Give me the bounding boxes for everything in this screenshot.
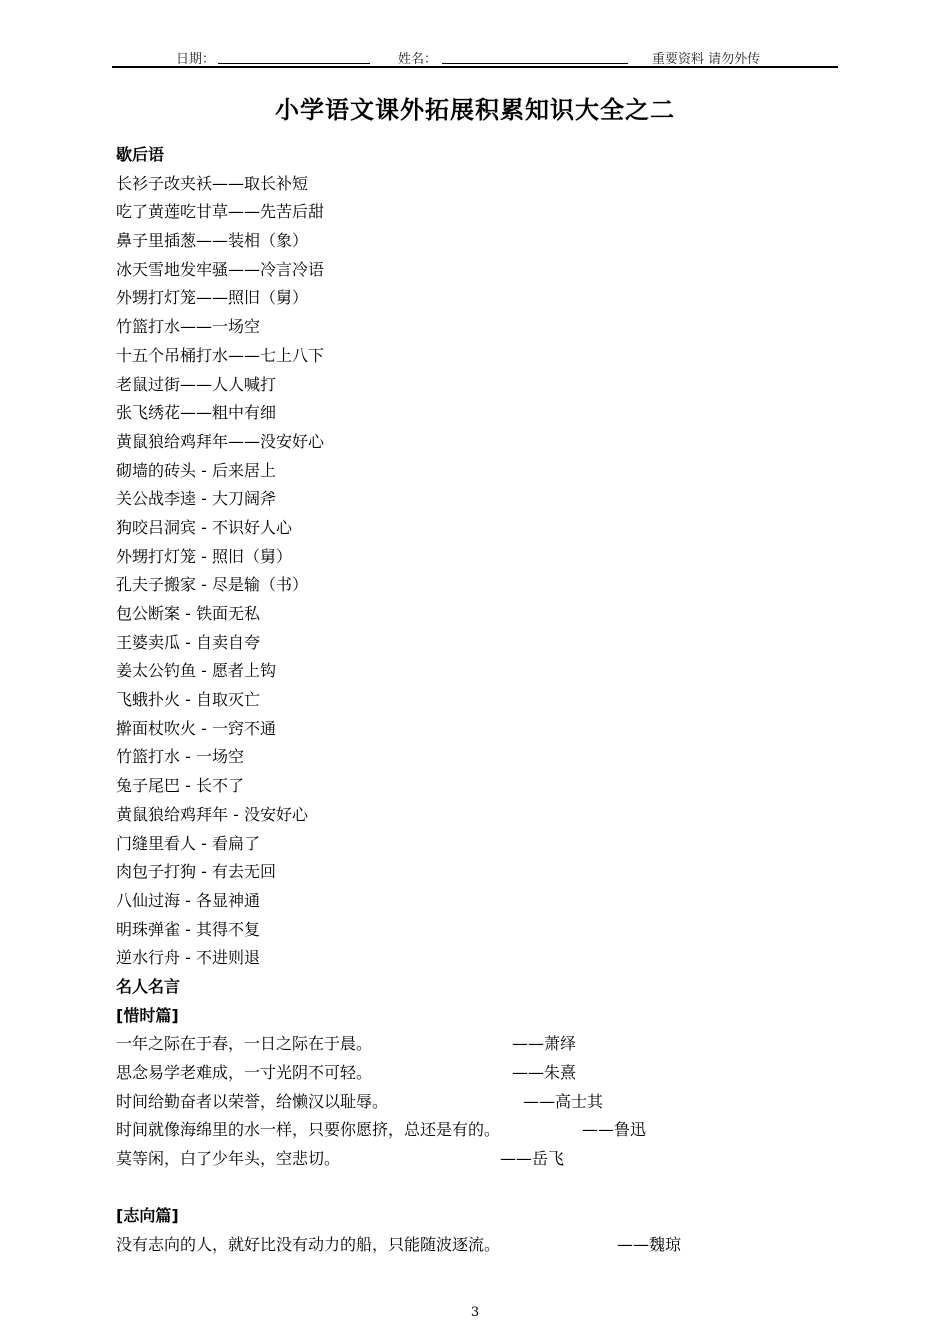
xiehouyu-item: 包公断案 - 铁面无私	[116, 604, 260, 623]
xishi-heading: [惜时篇]	[116, 1005, 179, 1025]
quote-text: 时间就像海绵里的水一样，只要你愿挤，总还是有的。	[116, 1120, 501, 1140]
xiehouyu-item: 八仙过海 - 各显神通	[116, 890, 260, 910]
xiehouyu-item: 飞蛾扑火 - 自取灭亡	[116, 690, 260, 710]
xishi-list	[116, 1030, 836, 1173]
quote-text: 思念易学老难成，一寸光阴不可轻。	[116, 1063, 373, 1082]
xiehouyu-item: 长衫子改夹袄——取长补短	[116, 173, 309, 193]
xiehouyu-item: 竹篮打水——一场空	[116, 317, 261, 337]
page-number: 3	[470, 1305, 480, 1320]
xiehouyu-item: 姜太公钓鱼 - 愿者上钩	[116, 661, 276, 681]
xiehouyu-item: 鼻子里插葱——装相（象）	[116, 231, 309, 251]
quote-author: ——岳飞	[500, 1149, 565, 1169]
xiehouyu-item: 王婆卖瓜 - 自卖自夸	[116, 632, 260, 652]
xiehouyu-item: 兔子尾巴 - 长不了	[116, 776, 244, 796]
xiehouyu-item: 张飞绣花——粗中有细	[116, 403, 277, 423]
document-body	[116, 141, 836, 1260]
xiehouyu-list	[116, 170, 836, 973]
xiehouyu-item: 门缝里看人 - 看扁了	[116, 833, 260, 853]
quote-text: 时间给勤奋者以荣誉，给懒汉以耻辱。	[116, 1091, 389, 1111]
quote-text: 没有志向的人，就好比没有动力的船，只能随波逐流。	[116, 1235, 501, 1255]
date-blank	[218, 63, 370, 64]
xiehouyu-item: 狗咬吕洞宾 - 不识好人心	[116, 517, 292, 537]
xiehouyu-item: 吃了黄莲吃甘草——先苦后甜	[116, 202, 325, 222]
section-gap	[116, 1174, 836, 1203]
mingyan-heading: 名人名言	[116, 976, 181, 996]
quote-text: 一年之际在于春，一日之际在于晨。	[116, 1034, 373, 1054]
quote-line	[116, 1030, 836, 1059]
page-title: 小学语文课外拓展积累知识大全之二	[275, 96, 675, 124]
xiehouyu-item: 明珠弹雀 - 其得不复	[116, 919, 260, 939]
xiehouyu-item: 孔夫子搬家 - 尽是输（书）	[116, 575, 308, 595]
zhixiang-heading: [志向篇]	[116, 1206, 179, 1226]
name-blank	[442, 63, 628, 64]
xiehouyu-item: 黄鼠狼给鸡拜年——没安好心	[116, 431, 325, 451]
xiehouyu-item: 老鼠过街——人人喊打	[116, 374, 277, 394]
quote-author: ——魏琼	[617, 1235, 682, 1255]
xiehouyu-item: 外甥打灯笼 - 照旧（舅）	[116, 546, 292, 566]
xiehouyu-item: 逆水行舟 - 不进则退	[116, 948, 260, 968]
xiehouyu-item: 肉包子打狗 - 有去无回	[116, 862, 276, 882]
xiehouyu-item: 擀面杖吹火 - 一窍不通	[116, 718, 276, 738]
quote-line	[116, 1088, 836, 1117]
xiehouyu-item: 黄鼠狼给鸡拜年 - 没安好心	[116, 804, 308, 824]
quote-author: ——萧绎	[512, 1034, 577, 1054]
quote-author: ——高士其	[523, 1091, 604, 1111]
confidential-note: 重要资料 请勿外传	[652, 52, 761, 67]
quote-author: ——朱熹	[512, 1063, 577, 1082]
date-label: 日期：	[176, 52, 216, 67]
xiehouyu-item: 竹篮打水 - 一场空	[116, 747, 244, 767]
xiehouyu-item: 外甥打灯笼——照旧（舅）	[116, 288, 309, 308]
name-label: 姓名：	[398, 52, 438, 67]
xiehouyu-item: 冰天雪地发牢骚——冷言冷语	[116, 259, 325, 279]
quote-author: ——鲁迅	[582, 1120, 647, 1140]
quote-text: 莫等闲，白了少年头，空悲切。	[116, 1149, 341, 1169]
quote-line	[116, 1145, 836, 1174]
xiehouyu-heading: 歇后语	[116, 145, 165, 164]
quote-line	[116, 1231, 836, 1260]
xiehouyu-item: 砌墙的砖头 - 后来居上	[116, 460, 276, 480]
page-header	[112, 46, 838, 68]
xiehouyu-item: 十五个吊桶打水——七上八下	[116, 345, 325, 365]
xiehouyu-item: 关公战李逵 - 大刀阔斧	[116, 489, 276, 509]
quote-line	[116, 1059, 836, 1088]
zhixiang-list	[116, 1231, 836, 1260]
quote-line	[116, 1116, 836, 1145]
